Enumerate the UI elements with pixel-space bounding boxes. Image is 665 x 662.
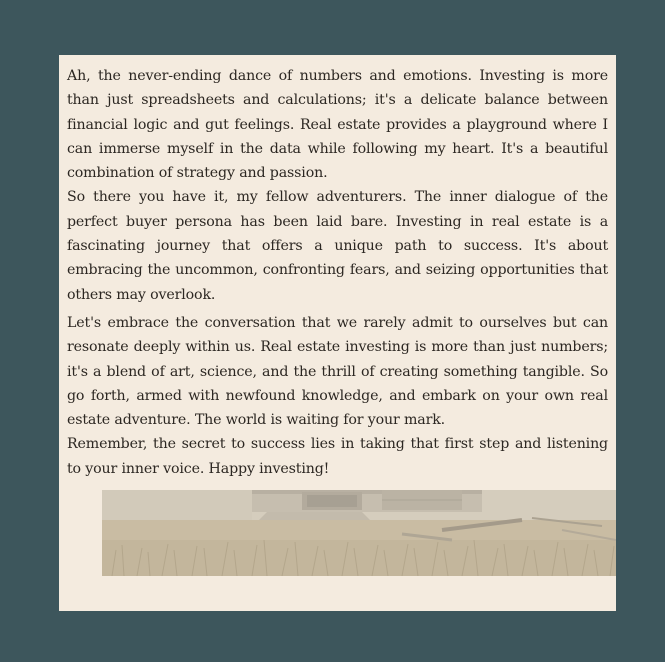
text-block-top <box>67 64 608 307</box>
abandoned-house-photo <box>102 490 616 576</box>
paragraph-4: Remember, the secret to success lies in taking that first step and listening to your inner voice. Happy investing! <box>67 436 608 477</box>
article-card <box>59 55 616 611</box>
paragraph-2: So there you have it, my fellow adventurers. The inner dialogue of the perfect buyer persona has been laid bare. Investing in real estate is a fascinating journey that offers a unique path to success. It's about embracing the uncommon, confronting fears, and seizing opportunities that others may overlook. <box>67 189 608 303</box>
photo-illustration <box>102 490 616 576</box>
text-block-bottom <box>67 311 608 481</box>
paragraph-1: Ah, the never-ending dance of numbers and emotions. Investing is more than just spreadsheets and calculations; it's a delicate balance between financial logic and gut feelings. Real estate provides a playground where I can immerse myself in the data while following my heart. It's a beautiful combination of strategy and passion. <box>67 68 608 182</box>
paragraph-3: Let's embrace the conversation that we rarely admit to ourselves but can resonate deeply within us. Real estate investing is more than just numbers; it's a blend of art, science, and the thrill of creating something tangible. So go forth, armed with newfound knowledge, and embark on your own real estate adventure. The world is waiting for your mark. <box>67 315 608 429</box>
